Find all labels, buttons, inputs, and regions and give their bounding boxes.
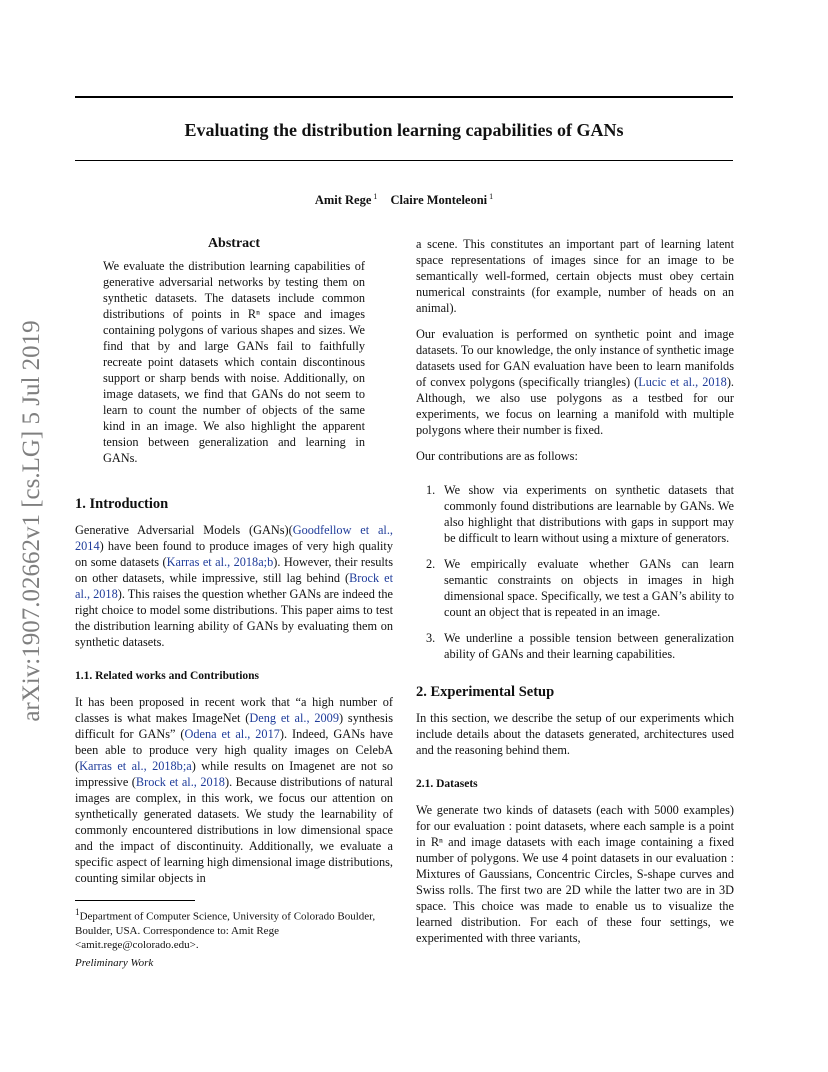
body-paragraph: Our evaluation is performed on synthetic point and image datasets. To our knowledge, the only instance of synthetic image datasets used for GAN evaluation have been to learn manifolds of convex polygons (specifically triangles) (Lucic et al., 2018). Although, we also use polygons as a testbed for our experiments, we focus on learning a manifold with multiple polygons where their number is fixed. <box>416 327 734 437</box>
introduction-heading: 1. Introduction <box>75 496 169 512</box>
author-name: Amit Rege <box>314 193 372 208</box>
body-paragraph: We generate two kinds of datasets (each with 5000 examples) for our evaluation : point datasets, where each sample is a point in Rⁿ and image datasets with each image containing a fixed number of polygons. We use 4 point datasets in our evaluation : Mixtures of Gaussians, Concentric Circles, S-shape curves and Swiss rolls. The first two are 2D while the latter two are in 3D space. This choice was made to enable us to visualize the learned distribution. For each of these four settings, we experimented with three variants, <box>416 803 734 945</box>
list-item: 3. We underline a possible tension between generalization ability of GANs and their learning capabilities. <box>426 631 734 661</box>
citation-link[interactable]: Lucic et al., 2018 <box>638 375 727 389</box>
experimental-setup-heading: 2. Experimental Setup <box>416 684 555 700</box>
paper-title: Evaluating the distribution learning capabilities of GANs <box>184 120 624 140</box>
related-works-paragraph: It has been proposed in recent work that “a high number of classes is what makes ImageNet (Deng et al., 2009) synthesis difficult for GANs” (Odena et al., 2017). Indeed, GANs have been able to produce very high quality images on CelebA (Karras et al., 2018b;a) while results on Imagenet are not so impressive (Brock et al., 2018). Because distributions of natural images are complex, in this work, we focus our attention on synthetically generated datasets. We study the learnability of commonly encountered distributions in low dimensional space and the impact of discontinuity. Additionally, we evaluate a specific aspect of learning high dimensional image distributions, counting similar objects in <box>75 695 394 885</box>
citation-link[interactable]: Karras et al., 2018b;a <box>79 759 192 773</box>
left-column <box>75 236 393 886</box>
author-list <box>75 192 733 208</box>
list-item: 2. We empirically evaluate whether GANs can learn semantic constraints on objects in images in high dimensional space. Specifically, we test a GAN’s ability to count an object that is repeated in an image. <box>426 557 734 619</box>
abstract-heading: Abstract <box>207 236 261 251</box>
author-affiliation-mark: 1 <box>489 192 494 201</box>
citation-link[interactable]: Brock et al., 2018 <box>135 775 225 789</box>
citation-link[interactable]: Deng et al., 2009 <box>249 711 339 725</box>
citation-link[interactable]: Brock et al., 2018 <box>75 571 393 601</box>
body-paragraph: a scene. This constitutes an important part of learning latent space representations of images since for an image to be semantically well-formed, certain objects must obey certain numerical constraints (for example, number of heads on an animal). <box>416 237 734 315</box>
title-top-rule <box>75 96 733 98</box>
related-works-heading: 1.1. Related works and Contributions <box>75 670 260 682</box>
title-bottom-rule <box>75 160 733 161</box>
citation-link[interactable]: Karras et al., 2018a;b <box>166 555 274 569</box>
author-affiliation-mark: 1 <box>373 192 378 201</box>
footnote-text: Department of Computer Science, University of Colorado Boulder, Boulder, USA. Correspondence to: Amit Rege <amit.rege@colorado.edu>. <box>75 910 376 951</box>
citation-link[interactable]: Odena et al., 2017 <box>184 727 280 741</box>
introduction-paragraph: Generative Adversarial Models (GANs)(Goodfellow et al., 2014) have been found to produce images of very high quality on some datasets (Karras et al., 2018a;b). However, their results on other datasets, while impressive, still lag behind (Brock et al., 2018). This raises the question whether GANs are indeed the right choice to model some distributions. This paper aims to test the distribution learning ability of GANs by evaluating them on synthetic datasets. <box>75 523 393 649</box>
datasets-heading: 2.1. Datasets <box>416 778 478 790</box>
citation-link[interactable]: Goodfellow et al., 2014 <box>75 523 393 553</box>
abstract-text: We evaluate the distribution learning capabilities of generative adversarial networks by testing them on synthetic datasets. The datasets include common distributions of points in Rⁿ space and images containing polygons of various shapes and sizes. We find that by and large GANs fail to faithfully recreate point datasets which contain discontinous support or sharp bends with noise. Additionally, on image datasets, we find that GANs do not seem to learn to count the number of objects of the same kind in an image. We also highlight the apparent tension between generalization and learning in GANs. <box>103 259 365 465</box>
contributions-intro: Our contributions are as follows: <box>416 449 578 463</box>
contributions-list <box>416 482 734 662</box>
author-name: Claire Monteleoni <box>390 193 488 208</box>
right-column <box>416 236 734 946</box>
body-paragraph: In this section, we describe the setup of our experiments which include details about the datasets generated, architectures used and the reasoning behind them. <box>416 711 734 757</box>
list-item: 1. We show via experiments on synthetic datasets that commonly found distributions are learnable by GANs. We also highlight that distributions with gaps in support may be difficult to learn without using a mixture of generators. <box>426 483 734 545</box>
arxiv-identifier-stamp: arXiv:1907.02662v1 [cs.LG] 5 Jul 2019 <box>18 320 45 722</box>
footnote-rule <box>75 900 195 901</box>
preliminary-work-label: Preliminary Work <box>75 957 154 969</box>
footnote: $^1$Department of Computer Science, University of Colorado Boulder, Boulder, USA. Correspondence to: Amit Rege <amit.rege@colorado.edu>. <box>75 900 393 952</box>
